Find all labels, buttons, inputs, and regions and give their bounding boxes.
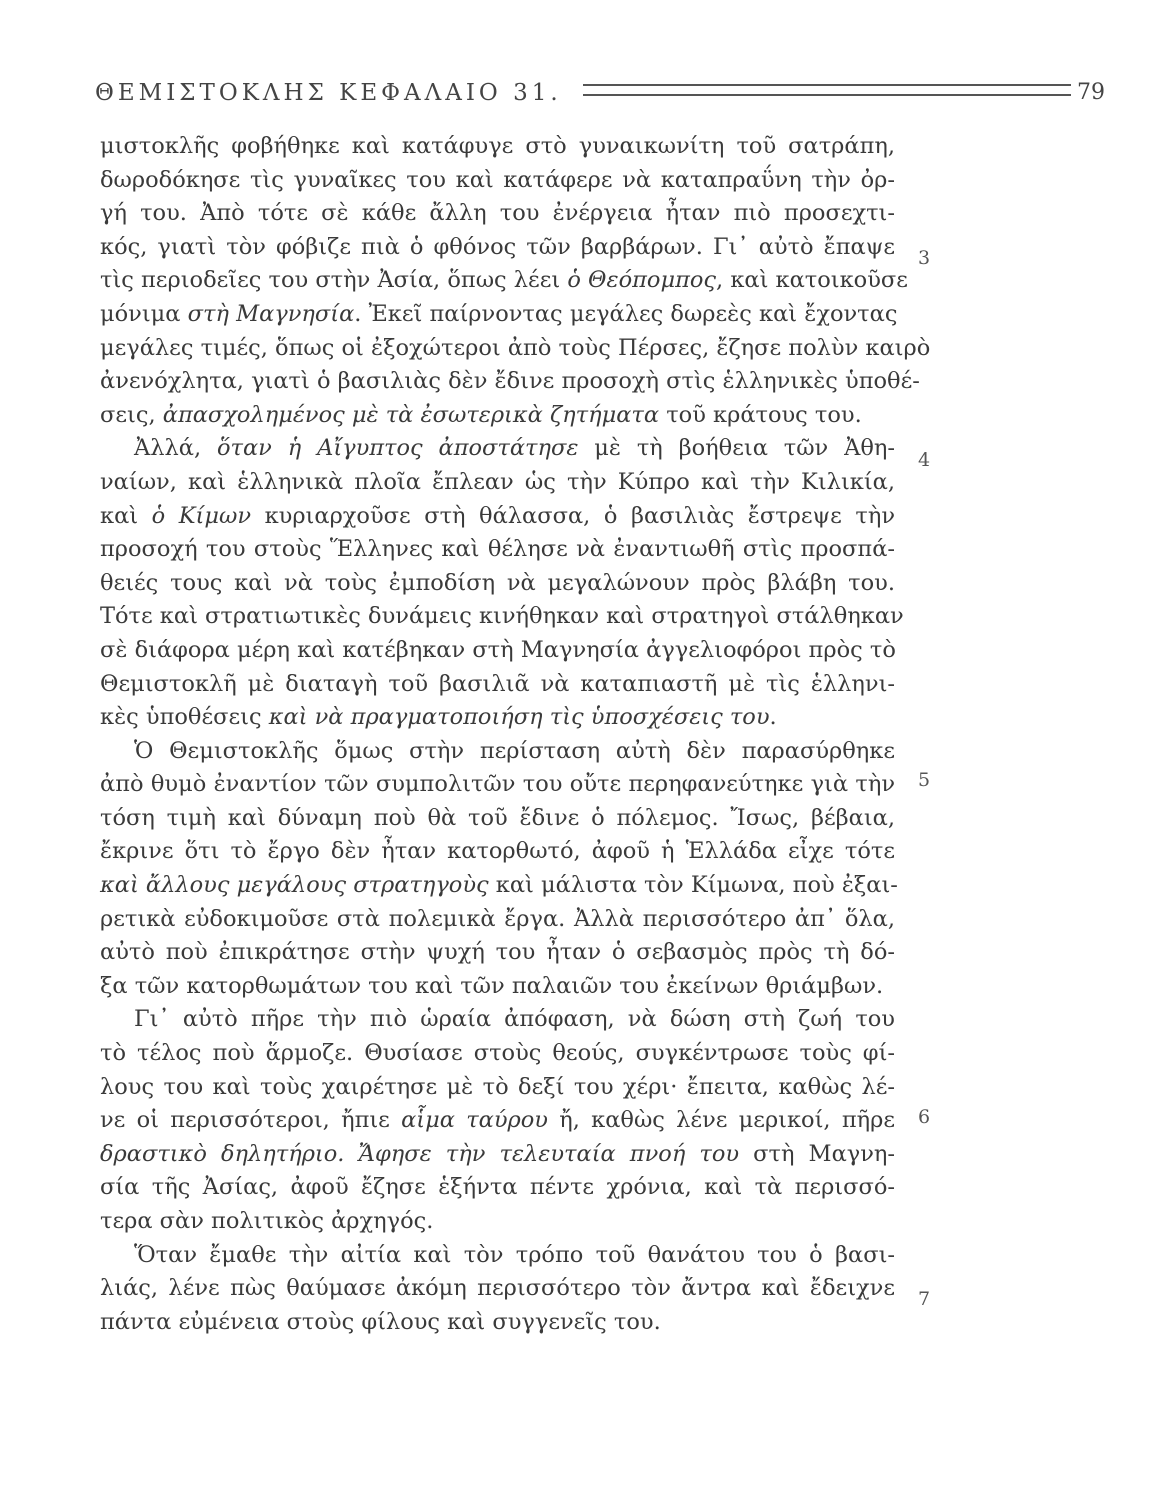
- margin-section-number: 5: [918, 769, 931, 791]
- margin-section-number: 7: [918, 1288, 931, 1310]
- text-line: τερα σὰν πολιτικὸς ἀρχηγός.: [100, 1208, 434, 1234]
- text-line: λους του καὶ τοὺς χαιρέτησε μὲ τὸ δεξί του χέρι· ἔπειτα, καθὼς λέ-: [100, 1073, 895, 1100]
- header-double-rule: [583, 84, 1071, 96]
- text-run: στὴ Μαγνη-: [739, 1140, 895, 1167]
- italic-run: ἀπασχολημένος μὲ τὰ ἐσωτερικὰ ζητήματα: [162, 401, 660, 428]
- text-line: ξα τῶν κατορθωμάτων του καὶ τῶν παλαιῶν του ἐκείνων θριάμβων.: [100, 972, 884, 999]
- italic-run: αἷμα ταύρου: [401, 1107, 548, 1134]
- text-run: κὲς ὑποθέσεις: [100, 704, 269, 731]
- text-line: μιστοκλῆς φοβήθηκε καὶ κατάφυγε στὸ γυναικωνίτη τοῦ σατράπη,: [100, 133, 895, 159]
- page-number: 79: [1077, 80, 1105, 105]
- text-line: θειές τους καὶ νὰ τοὺς ἐμποδίση νὰ μεγαλώνουν πρὸς βλάβη του.: [100, 569, 895, 596]
- text-line: μεγάλες τιμές, ὅπως οἱ ἐξοχώτεροι ἀπὸ τοὺς Πέρσες, ἔζησε πολὺν καιρὸ: [100, 334, 931, 361]
- italic-run: ὅταν ἡ Αἴγυπτος ἀποστάτησε: [216, 435, 579, 462]
- running-header: [95, 80, 1105, 112]
- text-run: . Ἐκεῖ παίρνοντας μεγάλες δωρεὲς καὶ ἔχοντας: [354, 300, 898, 327]
- text-line: [100, 298, 898, 332]
- italic-run: καὶ νὰ πραγματοποιήση τὶς ὑποσχέσεις του: [268, 704, 770, 731]
- main-text: [100, 130, 931, 1339]
- text-run: ἤ, καθὼς λένε μερικοί, πῆρε: [547, 1107, 895, 1134]
- text-line: ἔκρινε ὅτι τὸ ἔργο δὲν ἦταν κατορθωτό, ἀφοῦ ἡ Ἑλλάδα εἶχε τότε: [100, 838, 895, 865]
- italic-run: ὁ Κίμων: [151, 502, 252, 529]
- text-run: καὶ: [100, 502, 152, 529]
- italic-run: δραστικὸ δηλητήριο. Ἄφησε τὴν τελευταία πνοή του: [100, 1140, 740, 1167]
- text-run: κυριαρχοῦσε στὴ θάλασσα, ὁ βασιλιὰς ἔστρεψε τὴν: [251, 502, 895, 529]
- text-run: τοῦ κράτους του.: [659, 401, 862, 428]
- margin-section-number: 3: [918, 247, 931, 269]
- text-run: μὲ τὴ βοήθεια τῶν Ἀθη-: [578, 435, 895, 462]
- text-line: πάντα εὐμένεια στοὺς φίλους καὶ συγγενεῖς του.: [100, 1308, 661, 1335]
- text-run: μόνιμα: [100, 300, 188, 327]
- text-line: Θεμιστοκλῆ μὲ διαταγὴ τοῦ βασιλιᾶ νὰ καταπιαστῆ μὲ τὶς ἑλληνι-: [100, 670, 895, 697]
- text-run: τὶς περιοδεῖες του στὴν Ἀσία, ὅπως λέει: [100, 267, 568, 294]
- text-run: .: [769, 704, 777, 731]
- margin-section-number: 4: [918, 449, 931, 471]
- text-line: αὐτὸ ποὺ ἐπικράτησε στὴν ψυχή του ἦταν ὁ σεβασμὸς πρὸς τὴ δό-: [100, 939, 895, 966]
- text-run: , καὶ κατοικοῦσε: [716, 267, 908, 294]
- text-line: δωροδόκησε τὶς γυναῖκες του καὶ κατάφερε νὰ καταπραΰνη τὴν ὀρ-: [100, 166, 895, 193]
- text-line: κός, γιατὶ τὸν φόβιζε πιὰ ὁ φθόνος τῶν βαρβάρων. Γι᾽ αὐτὸ ἔπαψε: [100, 233, 895, 260]
- margin-section-number: 6: [918, 1106, 931, 1128]
- text-line: Ὁ Θεμιστοκλῆς ὅμως στὴν περίσταση αὐτὴ δὲν παρασύρθηκε: [134, 737, 895, 764]
- text-line: [100, 1104, 895, 1138]
- text-line: [100, 1138, 895, 1172]
- text-line: τόση τιμὴ καὶ δύναμη ποὺ θὰ τοῦ ἔδινε ὁ πόλεμος. Ἴσως, βέβαια,: [100, 804, 895, 831]
- text-line: τὸ τέλος ποὺ ἅρμοζε. Θυσίασε στοὺς θεούς, συγκέντρωσε τοὺς φί-: [100, 1040, 895, 1067]
- text-run: σεις,: [100, 401, 163, 428]
- text-line: προσοχή του στοὺς Ἕλληνες καὶ θέλησε νὰ ἐναντιωθῆ στὶς προσπά-: [100, 536, 895, 563]
- text-line: [100, 500, 895, 534]
- italic-run: ὁ Θεόπομπος: [567, 267, 717, 294]
- text-line: [100, 399, 895, 433]
- text-run: Ἀλλά,: [134, 435, 217, 462]
- text-run: νε οἱ περισσότεροι, ἤπιε: [100, 1107, 402, 1134]
- text-line: σὲ διάφορα μέρη καὶ κατέβηκαν στὴ Μαγνησία ἀγγελιοφόροι πρὸς τὸ: [100, 636, 896, 663]
- text-line: [100, 432, 895, 466]
- text-line: ἀπὸ θυμὸ ἐναντίον τῶν συμπολιτῶν του οὔτε περηφανεύτηκε γιὰ τὴν: [100, 771, 895, 798]
- text-line: Ὅταν ἔμαθε τὴν αἰτία καὶ τὸν τρόπο τοῦ θανάτου του ὁ βασι-: [134, 1241, 895, 1268]
- text-line: [100, 701, 895, 735]
- text-line: Γι᾽ αὐτὸ πῆρε τὴν πιὸ ὡραία ἀπόφαση, νὰ δώση στὴ ζωή του: [134, 1006, 895, 1033]
- text-run: καὶ μάλιστα τὸν Κίμωνα, ποὺ ἐξαι-: [488, 872, 898, 899]
- italic-run: στὴ Μαγνησία: [187, 300, 355, 327]
- text-line: σία τῆς Ἀσίας, ἀφοῦ ἔζησε ἑξήντα πέντε χρόνια, καὶ τὰ περισσό-: [100, 1174, 895, 1201]
- italic-run: καὶ ἄλλους μεγάλους στρατηγοὺς: [100, 872, 489, 899]
- text-line: γή του. Ἀπὸ τότε σὲ κάθε ἄλλη του ἐνέργεια ἦταν πιὸ προσεχτι-: [100, 200, 895, 227]
- running-title: ΘΕΜΙΣΤΟΚΛΗΣ ΚΕΦΑΛΑΙΟ 31.: [95, 80, 562, 106]
- text-line: ἀνενόχλητα, γιατὶ ὁ βασιλιὰς δὲν ἔδινε προσοχὴ στὶς ἑλληνικὲς ὑποθέ-: [100, 368, 920, 395]
- text-line: ρετικὰ εὐδοκιμοῦσε στὰ πολεμικὰ ἔργα. Ἀλλὰ περισσότερο ἀπ᾽ ὅλα,: [100, 905, 895, 932]
- text-line: [100, 869, 898, 903]
- text-line: Τότε καὶ στρατιωτικὲς δυνάμεις κινήθηκαν καὶ στρατηγοὶ στάλθηκαν: [100, 603, 904, 630]
- text-line: [100, 264, 908, 298]
- text-line: λιάς, λένε πὼς θαύμασε ἀκόμη περισσότερο τὸν ἄντρα καὶ ἔδειχνε: [100, 1275, 895, 1302]
- text-line: ναίων, καὶ ἑλληνικὰ πλοῖα ἔπλεαν ὡς τὴν Κύπρο καὶ τὴν Κιλικία,: [100, 468, 895, 495]
